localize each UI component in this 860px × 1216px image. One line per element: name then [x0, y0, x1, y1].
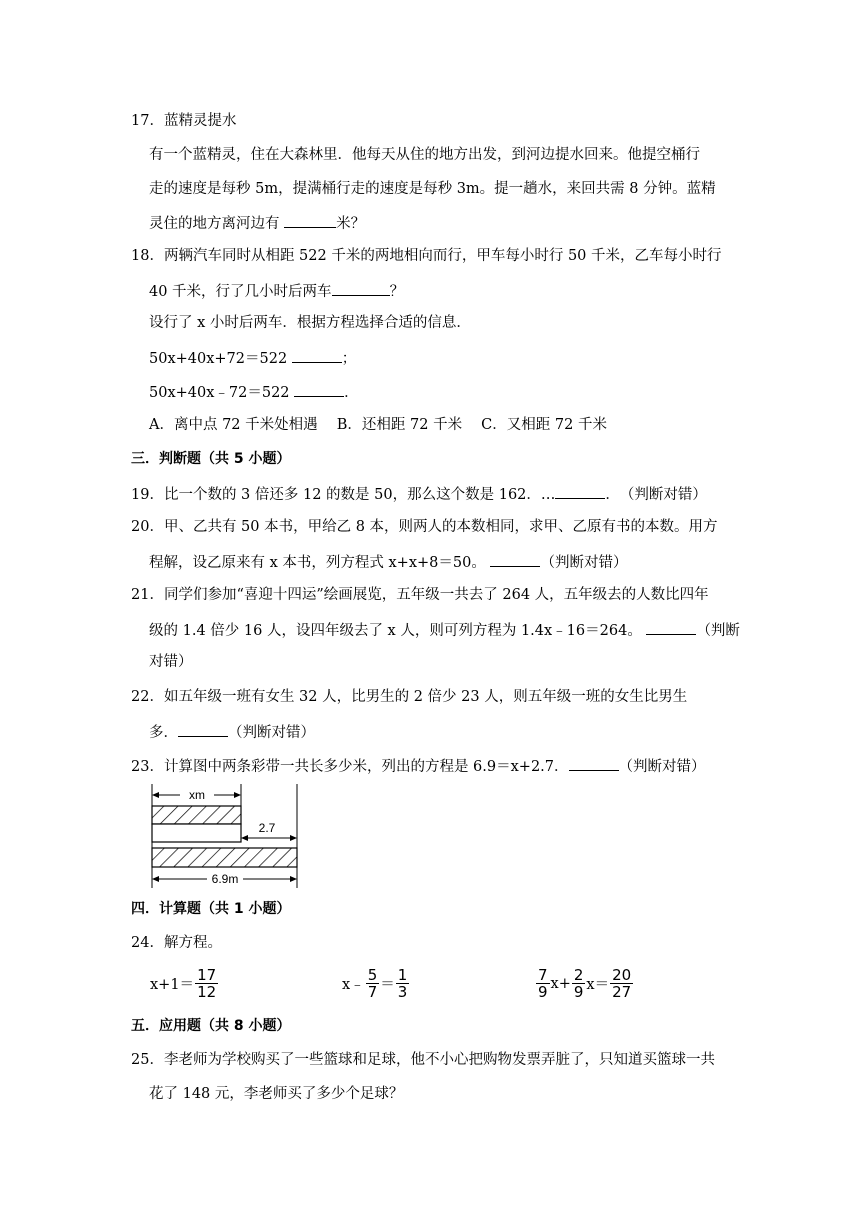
- q17-line3: [149, 212, 365, 234]
- answer-blank[interactable]: [332, 280, 390, 296]
- answer-blank[interactable]: [292, 347, 342, 363]
- equation-3: [535, 967, 634, 1000]
- section-heading-judgement: 三．判断题（共 5 小题）: [131, 451, 291, 467]
- fraction: $\frac{7}{9}$: [538, 966, 548, 1001]
- q23-end: （判断对错）: [618, 759, 706, 775]
- ribbon-bottom: [152, 848, 297, 867]
- q18-line3: 设行了 x 小时后两车．根据方程选择合适的信息．: [149, 315, 471, 331]
- q17-line3-text: 灵住的地方离河边有: [149, 216, 285, 232]
- ribbon-diagram: [145, 782, 305, 890]
- q18-eq2-text: 50x+40x﹣72＝522: [149, 385, 295, 401]
- q22-line2: [149, 721, 315, 743]
- q18-eq1-end: ；: [341, 351, 357, 367]
- q21-line2-text: 级的 1.4 倍少 16 人，设四年级去了 x 人，则可列方程为 1.4x﹣16＝264。: [149, 623, 647, 639]
- answer-blank[interactable]: [284, 212, 336, 228]
- answer-blank[interactable]: [178, 721, 228, 737]
- answer-blank[interactable]: [569, 755, 619, 771]
- equals-sign: ＝: [380, 977, 395, 993]
- equation-2: [342, 967, 410, 1000]
- q23-text: 23．计算图中两条彩带一共长多少米，列出的方程是 6.9＝x+2.7．: [131, 759, 569, 775]
- arrow-head-right: [234, 792, 241, 798]
- q19-end: ． （判断对错）: [605, 487, 707, 503]
- label-xm: xm: [189, 788, 205, 802]
- q21-line2-end: （判断: [696, 623, 740, 639]
- q21-line3: 对错）: [149, 654, 193, 670]
- equation-1: [150, 967, 219, 1000]
- q21-line2: [149, 619, 740, 641]
- q19-text: 19．比一个数的 3 倍还多 12 的数是 50，那么这个数是 162．…: [131, 487, 556, 503]
- q17-line1: 有一个蓝精灵，住在大森林里．他每天从住的地方出发，到河边提水回来。他提空桶行: [149, 147, 700, 163]
- q18-eq1: [149, 347, 356, 369]
- answer-blank[interactable]: [555, 483, 605, 499]
- q18-options: A．离中点 72 千米处相遇 B．还相距 72 千米 C．又相距 72 千米: [149, 417, 607, 433]
- answer-blank[interactable]: [294, 381, 344, 397]
- equation-1-lhs: x+1＝: [150, 977, 195, 993]
- q20-line2-text: 程解，设乙原来有 x 本书，列方程式 x+x+8＝50。: [149, 555, 491, 571]
- q20-line2-end: （判断对错）: [540, 555, 628, 571]
- answer-blank[interactable]: [646, 619, 696, 635]
- answer-blank[interactable]: [490, 551, 540, 567]
- label-6-9m: 6.9m: [211, 872, 239, 886]
- fraction: $\frac{2}{9}$: [573, 966, 584, 1001]
- q18-eq2: [149, 381, 359, 403]
- fraction: $\frac{17}{12}$: [197, 966, 217, 1001]
- equation-3-x: x＝: [586, 977, 610, 993]
- q24-title: 24．解方程。: [131, 935, 222, 951]
- section-heading-application: 五．应用题（共 8 小题）: [131, 1018, 291, 1034]
- q18-line2-text: 40 千米，行了几小时后两车: [149, 284, 332, 300]
- fraction: $\frac{20}{27}$: [612, 966, 632, 1001]
- equation-3-mid: x+: [550, 975, 571, 992]
- q18-eq2-end: ．: [344, 385, 359, 401]
- q18-line2-end: ？: [389, 284, 405, 300]
- q18-line2: [149, 280, 404, 302]
- arrow-head-left: [152, 792, 159, 798]
- q17-title: 17．蓝精灵提水: [131, 113, 237, 129]
- q22-line2-end: （判断对错）: [228, 725, 315, 741]
- q22-line2-text: 多．: [149, 725, 178, 741]
- fraction: $\frac{5}{7}$: [367, 966, 378, 1001]
- q21-line1: 21．同学们参加“喜迎十四运”绘画展览，五年级一共去了 264 人，五年级去的人数比四年: [131, 587, 709, 603]
- q20-line2: [149, 551, 627, 573]
- q20-line1: 20．甲、乙共有 50 本书，甲给乙 8 本，则两人的本数相同，求甲、乙原有书的本数。用方: [131, 519, 718, 535]
- q25-line2: 花了 148 元，李老师买了多少个足球？: [149, 1086, 404, 1102]
- section-heading-calculation: 四．计算题（共 1 小题）: [131, 901, 291, 917]
- label-2-7: 2.7: [258, 821, 276, 835]
- q23-line: [131, 755, 706, 777]
- q25-line1: 25．李老师为学校购买了一些篮球和足球，他不小心把购物发票弄脏了，只知道买篮球一共: [131, 1052, 715, 1068]
- q19-line: [131, 483, 707, 505]
- q17-line2: 走的速度是每秒 5m，提满桶行走的速度是每秒 3m。提一趟水，来回共需 8 分钟。蓝精: [149, 181, 716, 197]
- ribbon-top: [152, 806, 241, 824]
- q18-line1: 18．两辆汽车同时从相距 522 千米的两地相向而行，甲车每小时行 50 千米，乙车每小时行: [131, 248, 722, 264]
- q17-line3-end: 米？: [336, 216, 366, 232]
- equation-2-lhs: x﹣: [342, 977, 365, 993]
- q22-line1: 22．如五年级一班有女生 32 人，比男生的 2 倍少 23 人，则五年级一班的女生比男生: [131, 689, 688, 705]
- ribbon-gap: [152, 824, 241, 842]
- q18-eq1-text: 50x+40x+72＝522: [149, 351, 292, 367]
- fraction: $\frac{1}{3}$: [397, 966, 408, 1001]
